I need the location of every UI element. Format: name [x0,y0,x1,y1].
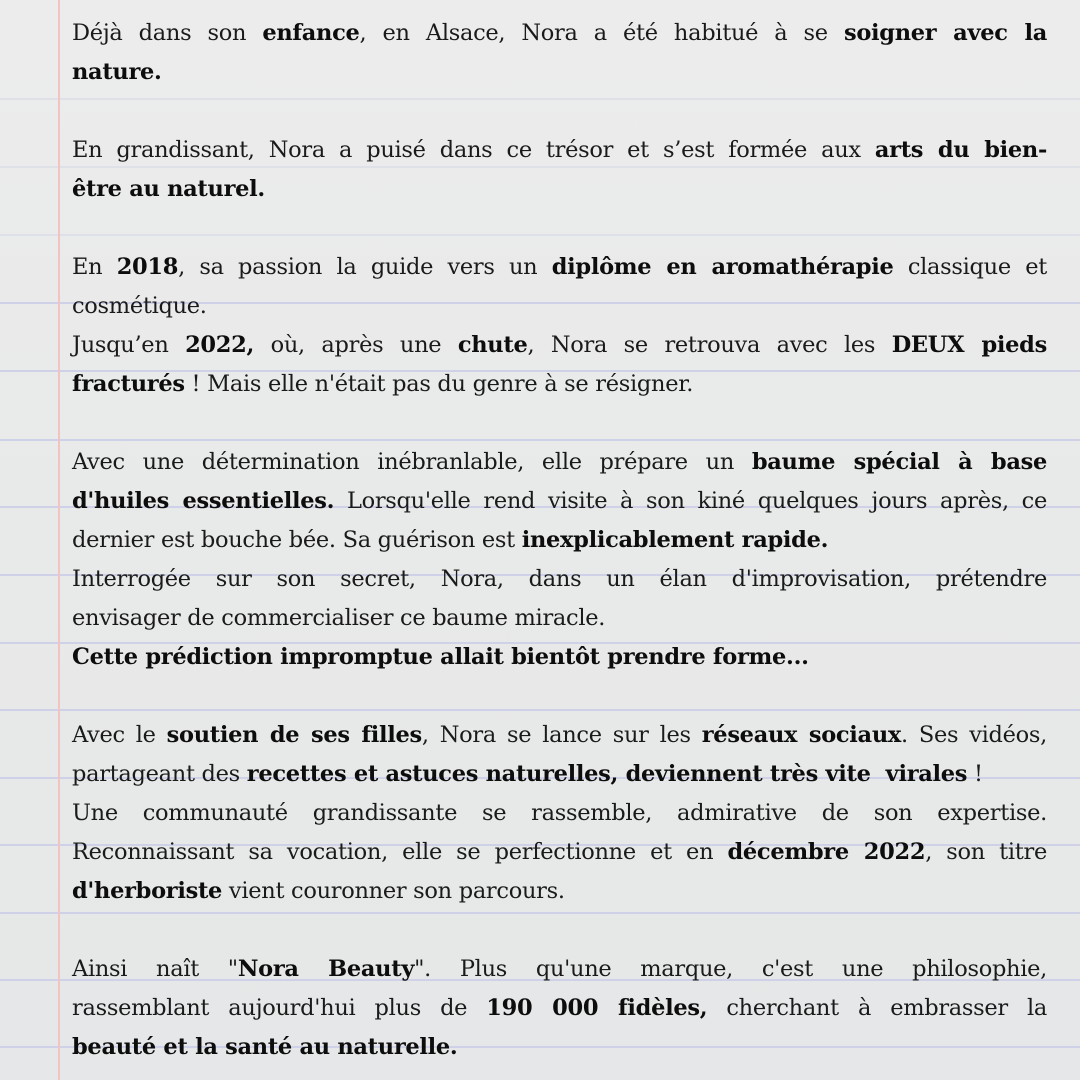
text-run: Une communauté grandissante se rassemble, admirative de son expertise. [72,800,1047,826]
text-run: Avec le [72,722,167,748]
bold-run: baume spécial à base [751,449,1047,475]
text-line [72,287,1047,326]
text-line [72,638,1047,677]
text-run: Interrogée sur son secret, Nora, dans un élan d'improvisation, prétendre [72,566,1047,592]
bold-run: Nora Beauty [237,956,415,982]
bold-run: recettes et astuces naturelles, deviennent très vite virales [246,761,968,787]
text-run: envisager de commercialiser ce baume miracle. [72,605,606,631]
paragraph-diploma-accident [72,248,1047,404]
text-run: classique et [893,254,1047,280]
text-line [72,599,1047,638]
text-run: Lorsqu'elle rend visite à son kiné quelques jours après, ce [334,488,1047,514]
text-run: Déjà dans son [72,20,263,46]
text-line [72,833,1047,872]
text-line [72,560,1047,599]
bold-run: fracturés [72,371,185,397]
text-line [72,248,1047,287]
bold-run: soigner avec la [843,20,1047,46]
bold-run: 2018 [116,254,179,280]
text-run: cherchant à embrasser la [707,995,1047,1021]
text-run: Ainsi naît " [72,956,238,982]
text-run: En [72,254,117,280]
text-run: , en Alsace, Nora a été habitué à se [359,20,844,46]
paragraph-balm [72,443,1047,677]
text-run: vient couronner son parcours. [222,878,565,904]
bold-run: inexplicablement rapide. [521,527,829,553]
bold-run: 190 000 fidèles, [486,995,708,1021]
text-line [72,53,1047,92]
text-run: En grandissant, Nora a puisé dans ce trésor et s’est formée aux [72,137,875,163]
bold-run: enfance [262,20,360,46]
text-line [72,989,1047,1028]
bold-run: soutien de ses filles [166,722,422,748]
text-line [72,794,1047,833]
text-line [72,482,1047,521]
text-line [72,443,1047,482]
text-run: , Nora se lance sur les [421,722,702,748]
text-run: . Ses vidéos, [901,722,1047,748]
text-run: Jusqu’en [72,332,186,358]
text-line [72,365,1047,404]
text-line [72,872,1047,911]
text-run: ". Plus qu'une marque, c'est une philosophie, [414,956,1047,982]
text-line [72,521,1047,560]
text-line [72,716,1047,755]
text-run: où, après une [254,332,458,358]
bold-run: d'huiles essentielles. [72,488,335,514]
bold-run: 2022, [185,332,255,358]
paragraph-childhood [72,14,1047,92]
text-line [72,755,1047,794]
text-run: Avec une détermination inébranlable, elle prépare un [72,449,752,475]
text-line [72,131,1047,170]
bold-run: beauté et la santé au naturelle. [72,1034,458,1060]
margin-line [58,0,60,1080]
paragraph-training [72,131,1047,209]
bold-run: DEUX pieds [891,332,1047,358]
bold-run: nature. [72,59,162,85]
bold-run: d'herboriste [72,878,223,904]
bold-run: Cette prédiction impromptue allait bientôt prendre forme... [72,644,809,670]
text-run: dernier est bouche bée. Sa guérison est [72,527,522,553]
text-run: rassemblant aujourd'hui plus de [72,995,487,1021]
text-run: , sa passion la guide vers un [178,254,552,280]
text-run: partageant des [72,761,247,787]
bold-run: être au naturel. [72,176,265,202]
bold-run: réseaux sociaux [701,722,901,748]
bold-run: diplôme en aromathérapie [551,254,894,280]
text-run: ! [967,761,983,787]
paragraph-nora-beauty [72,950,1047,1067]
text-run: , Nora se retrouva avec les [527,332,892,358]
text-line [72,1028,1047,1067]
bold-run: décembre 2022 [727,839,926,865]
text-run: Reconnaissant sa vocation, elle se perfectionne et en [72,839,728,865]
bold-run: chute [457,332,528,358]
text-line [72,950,1047,989]
text-line [72,14,1047,53]
text-line [72,170,1047,209]
story-text [72,14,1047,1067]
paragraph-social-media [72,716,1047,911]
text-run: , son titre [925,839,1048,865]
bold-run: arts du bien- [874,137,1047,163]
text-run: cosmétique. [72,293,207,319]
text-run: ! Mais elle n'était pas du genre à se résigner. [184,371,694,397]
text-line [72,326,1047,365]
